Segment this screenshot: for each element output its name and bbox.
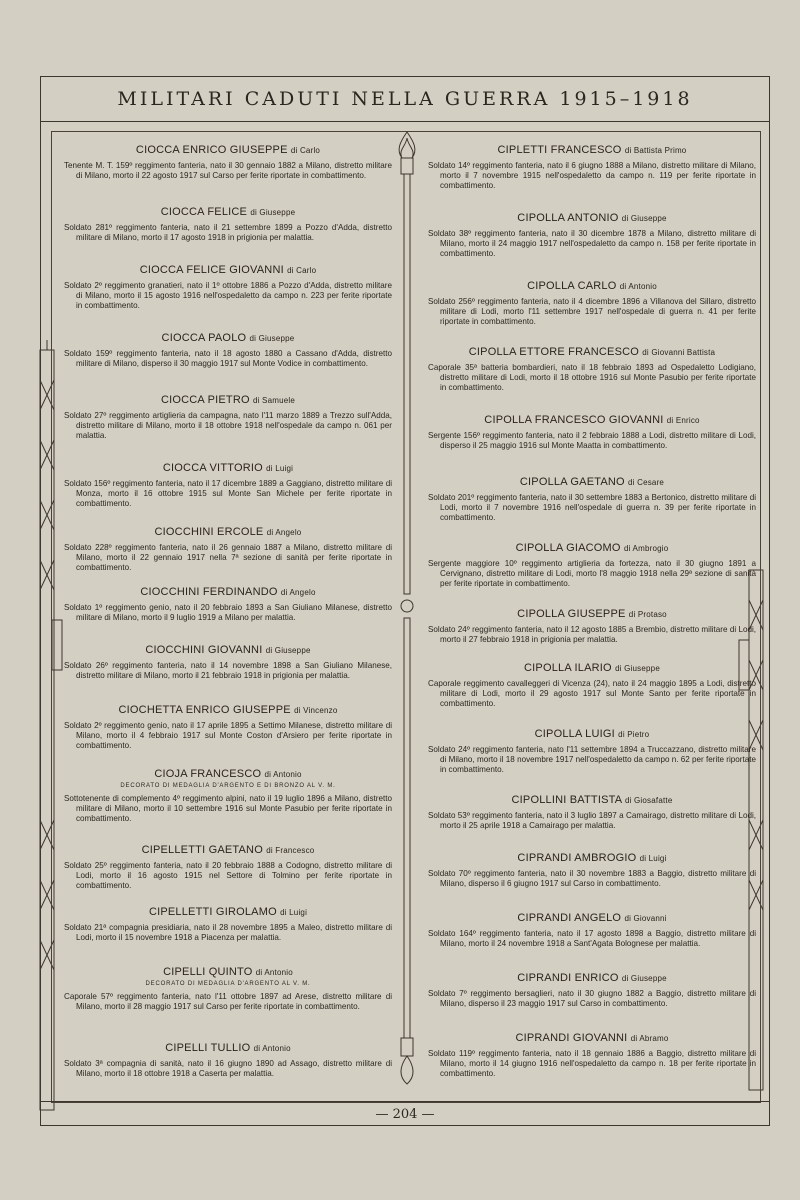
entry-name: CIPOLLA ANTONIO di Giuseppe [517,212,667,224]
entry-text: Soldato 26º reggimento fanteria, nato il 14 novembre 1898 a San Giuliano Milanese, distretto militare di Milano, morto il 21 febbraio 1918 in prigionia per malattia. [64,661,392,680]
entry-text: Tenente M. T. 159º reggimento fanteria, nato il 30 gennaio 1882 a Milano, distretto militare di Milano, morto il 22 agosto 1917 sul Carso per ferite riportate in combattimento. [64,161,392,180]
entry-text: Soldato 27º reggimento artiglieria da campagna, nato l'11 marzo 1889 a Trezzo sull'Adda, distretto militare di Milano, morto il 18 ottobre 1918 nell'ospedale da campo n. 061 per malattia. [64,411,392,440]
entry [64,768,392,824]
entry-name: CIPRANDI ENRICO di Giuseppe [517,972,667,984]
entry-text: Soldato 164º reggimento fanteria, nato il 17 agosto 1898 a Baggio, distretto militare di Milano, morto il 24 novembre 1918 a Sant'Agata Bolognese per malattia. [428,929,756,948]
page-title: MILITARI CADUTI NELLA GUERRA 1915–1918 [117,88,693,110]
entry-text: Sergente maggiore 10º reggimento artiglieria da fortezza, nato il 30 giugno 1891 a Cervignano, distretto militare di Lodi, morto l'8 maggio 1918 nella 29ª sezione di sanità per ferite riportate in combattimento. [428,559,756,588]
entry [64,206,392,243]
entry-name: CIOCCA FELICE di Giuseppe [160,206,296,218]
entry [64,1042,392,1079]
entry-text: Soldato 119º reggimento fanteria, nato il 18 gennaio 1886 a Baggio, distretto militare di Milano, morto il 14 giugno 1916 nell'ospedaletto da campo n. 18 per ferite riportate in combattimento. [428,1049,756,1078]
entry [428,476,756,523]
entry-name: CIPOLLA GAETANO di Cesare [519,476,665,488]
entry-name: CIPOLLA FRANCESCO GIOVANNI di Enrico [484,414,700,426]
entry-name: CIOCCHINI ERCOLE di Angelo [154,526,302,538]
center-torch-divider [390,128,424,1108]
entry [428,912,756,949]
entry-name: CIPOLLA GIACOMO di Ambrogio [515,542,669,554]
entry-name: CIPOLLA ILARIO di Giuseppe [524,662,660,674]
page-frame [40,76,770,1126]
entry-name: CIPOLLA GIUSEPPE di Protaso [517,608,667,620]
entry-name: CIPELLI QUINTO di Antonio [163,966,293,978]
entry [64,394,392,441]
entry-name: CIOCCA PAOLO di Giuseppe [161,332,295,344]
entry-text: Soldato 201º reggimento fanteria, nato il 30 settembre 1883 a Bertonico, distretto militare di Lodi, morto il 7 novembre 1916 nell'ospedale di guerra n. 39 per ferite riportate in combattimento. [428,493,756,522]
entry-name: CIPLETTI FRANCESCO di Battista Primo [497,144,687,156]
entry-text: Sergente 156º reggimento fanteria, nato il 2 febbraio 1888 a Lodi, distretto militare di Lodi, disperso il 25 maggio 1916 sul Monte Maatta in combattimento. [428,431,756,450]
entry-text: Soldato 7º reggimento bersaglieri, nato il 30 giugno 1882 a Baggio, distretto militare di Milano, disperso il 23 maggio 1917 sul Carso in combattimento. [428,989,756,1008]
entry [64,644,392,681]
entry [428,972,756,1009]
entry-name: CIOCCHINI GIOVANNI di Giuseppe [145,644,311,656]
entry-text: Sottotenente di complemento 4º reggimento alpini, nato il 19 luglio 1896 a Milano, distretto militare di Milano, morto il 10 settembre 1916 sul Monte Pasubio per ferite riportate in combattimento. [64,794,392,823]
entry-name: CIOCHETTA ENRICO GIUSEPPE di Vincenzo [118,704,338,716]
page-header [41,77,769,122]
entry [428,728,756,775]
entry-text: Caporale 57º reggimento fanteria, nato l'11 ottobre 1897 ad Arese, distretto militare di Milano, morto il 28 maggio 1917 sul Carso per ferite riportate in combattimento. [64,992,392,1011]
entry-text: Soldato 256º reggimento fanteria, nato il 4 dicembre 1896 a Villanova del Sillaro, distretto militare di Lodi, morto l'11 settembre 1917 nell'ospedale di guerra n. 41 per ferite riportate in combattimento. [428,297,756,326]
entry [64,844,392,891]
entry [64,462,392,509]
entry [64,586,392,623]
entry-text: Soldato 24º reggimento fanteria, nato il 12 agosto 1885 a Brembio, distretto militare di Lodi, morto il 27 febbraio 1918 in prigionia per malattia. [428,625,756,644]
entry-text: Soldato 3ª compagnia di sanità, nato il 16 giugno 1890 ad Assago, distretto militare di Milano, morto il 18 ottobre 1918 a Caserta per malattia. [64,1059,392,1078]
entry-text: Caporale reggimento cavalleggeri di Vicenza (24), nato il 24 maggio 1895 a Lodi, distretto militare di Lodi, morto il 29 agosto 1917 sul Monte Santo per ferite riportate in combattimento. [428,679,756,708]
entry [428,414,756,451]
entry-text: Soldato 24º reggimento fanteria, nato l'11 settembre 1894 a Truccazzano, distretto militare di Milano, morto il 18 novembre 1917 nell'ospedaletto da campo n. 62 per ferite riportate in combattimento. [428,745,756,774]
entry-name: CIOCCA ENRICO GIUSEPPE di Carlo [135,144,321,156]
entry-name: CIPRANDI GIOVANNI di Abramo [515,1032,669,1044]
entry-text: Soldato 281º reggimento fanteria, nato il 21 settembre 1899 a Pozzo d'Adda, distretto militare di Milano, morto il 17 agosto 1918 in prigionia per malattia. [64,223,392,242]
entry-decoration: DECORATO DI MEDAGLIA D'ARGENTO AL V. M. [145,981,311,987]
page-number: — 204 — [375,1106,435,1122]
entry-text: Soldato 159º reggimento fanteria, nato il 18 agosto 1880 a Cassano d'Adda, distretto militare di Milano, disperso il 30 maggio 1917 sul Monte Vodice in combattimento. [64,349,392,368]
entry [64,906,392,943]
entry [428,542,756,589]
entry-text: Soldato 53º reggimento fanteria, nato il 3 luglio 1897 a Camairago, distretto militare di Lodi, morto il 25 aprile 1918 a Camairago per malattia. [428,811,756,830]
entry-text: Caporale 35ª batteria bombardieri, nato il 18 febbraio 1893 ad Ospedaletto Lodigiano, distretto militare di Lodi, morto il 18 ottobre 1916 sul Monte Pasubio per ferite riportate in combattimento. [428,363,756,392]
entry-text: Soldato 21ª compagnia presidiaria, nato il 28 novembre 1895 a Maleo, distretto militare di Lodi, morto il 15 novembre 1918 a Piacenza per malattia. [64,923,392,942]
entry [428,662,756,709]
entry [428,794,756,831]
entry-name: CIOCCA PIETRO di Samuele [160,394,296,406]
entry [64,526,392,573]
entry-name: CIPELLI TULLIO di Antonio [165,1042,291,1054]
entry [64,704,392,751]
entry-name: CIPOLLA ETTORE FRANCESCO di Giovanni Battista [468,346,716,358]
entry-text: Soldato 2º reggimento granatieri, nato il 1º ottobre 1886 a Pozzo d'Adda, distretto militare di Milano, morto il 15 agosto 1916 nell'ospedaletto da campo n. 223 per ferite riportate in combattimento. [64,281,392,310]
entry-text: Soldato 2º reggimento genio, nato il 17 aprile 1895 a Settimo Milanese, distretto militare di Milano, morto il 4 febbraio 1917 sul Monte Coston d'Arsiero per ferite riportate in combattimento. [64,721,392,750]
entry-text: Soldato 70º reggimento fanteria, nato il 30 novembre 1883 a Baggio, distretto militare di Milano, disperso il 6 giugno 1917 sul Carso in combattimento. [428,869,756,888]
entry-name: CIOJA FRANCESCO di Antonio [154,768,302,780]
entry [64,264,392,311]
entry-text: Soldato 25º reggimento fanteria, nato il 20 febbraio 1888 a Codogno, distretto militare di Lodi, morto il 16 agosto 1915 nel Settore di Tolmino per ferite riportate in combattimento. [64,861,392,890]
entry-decoration: DECORATO DI MEDAGLIA D'ARGENTO E DI BRONZO AL V. M. [120,783,336,789]
entry [64,144,392,181]
entry [428,280,756,327]
entry [428,212,756,259]
entry-name: CIPELLETTI GAETANO di Francesco [141,844,315,856]
entry-name: CIOCCHINI FERDINANDO di Angelo [140,586,316,598]
entry [64,966,392,1012]
entry [428,852,756,889]
entry [428,346,756,393]
entry-name: CIPOLLA LUIGI di Pietro [534,728,650,740]
entry-text: Soldato 228º reggimento fanteria, nato il 26 gennaio 1887 a Milano, distretto militare di Milano, morto il 22 gennaio 1917 nella 7ª sezione di sanità per ferite riportate in combattimento. [64,543,392,572]
entry-name: CIOCCA VITTORIO di Luigi [162,462,294,474]
entry-text: Soldato 156º reggimento fanteria, nato il 17 dicembre 1889 a Gaggiano, distretto militare di Monza, morto il 16 ottobre 1915 sul Monte San Michele per ferite riportate in combattimento. [64,479,392,508]
entry-name: CIPOLLA CARLO di Antonio [527,280,657,292]
entry [428,1032,756,1079]
entry-name: CIPRANDI AMBROGIO di Luigi [517,852,667,864]
page-footer [41,1101,769,1126]
entry-name: CIPOLLINI BATTISTA di Giosafatte [511,794,673,806]
entry-name: CIPELLETTI GIROLAMO di Luigi [148,906,308,918]
entry [64,332,392,369]
entry-text: Soldato 14º reggimento fanteria, nato il 6 giugno 1888 a Milano, distretto militare di Milano, morto il 7 novembre 1915 nell'ospedaletto da campo n. 119 per ferite riportate in combattimento. [428,161,756,190]
entry [428,144,756,191]
entry [428,608,756,645]
entry-name: CIPRANDI ANGELO di Giovanni [517,912,667,924]
entry-text: Soldato 38º reggimento fanteria, nato il 30 dicembre 1878 a Milano, distretto militare di Milano, morto il 24 maggio 1917 nell'ospedaletto da campo n. 158 per ferite riportate in combattimento. [428,229,756,258]
entry-text: Soldato 1º reggimento genio, nato il 20 febbraio 1893 a San Giuliano Milanese, distretto militare di Milano, morto il 9 luglio 1919 a Milano per malattia. [64,603,392,622]
entry-name: CIOCCA FELICE GIOVANNI di Carlo [139,264,317,276]
content-area [51,131,761,1103]
